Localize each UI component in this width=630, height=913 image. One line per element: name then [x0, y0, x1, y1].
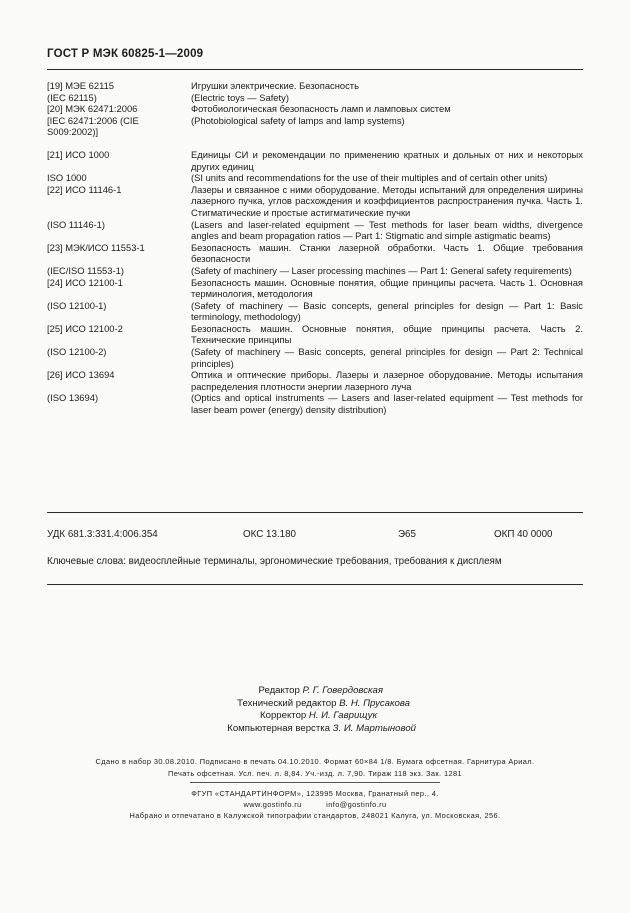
credit-proofreader [260, 710, 377, 722]
publisher-address: ФГУП «СТАНДАРТИНФОРМ», 123995 Москва, Гранатный пер., 4. [191, 789, 439, 798]
reference-code: [25] ИСО 12100-2 (ISO 12100-2) [47, 322, 123, 358]
reference-title [191, 184, 583, 242]
reference-title [191, 323, 583, 369]
reference-title [191, 149, 583, 184]
publisher-web: www.gostinfo.ru info@gostinfo.ru [243, 800, 387, 810]
reference-title-ru: Безопасность машин. Основные понятия, общие принципы расчета. Часть 1. Основная терминология, методология [191, 276, 583, 300]
oks-code: ОКС 13.180 [243, 529, 296, 540]
credit-name: В. Н. Прусакова [339, 697, 410, 709]
reference-title-ru: Игрушки электрические. Безопасность [191, 80, 359, 91]
reference-code: [26] ИСО 13694 (ISO 13694) [47, 369, 115, 404]
credit-name: Н. И. Гаврищук [308, 710, 377, 721]
reference-code: [23] МЭК/ИСО 11553-1 (IEC/ISO 11553-1) [47, 241, 145, 276]
credit-editor [258, 685, 383, 697]
reference-25 [47, 323, 587, 369]
imprint [40, 756, 590, 780]
credit-name: З. И. Мартыновой [332, 722, 416, 734]
reference-code: [24] ИСО 12100-1 (ISO 12100-1) [47, 276, 123, 311]
reference-23 [47, 242, 587, 277]
keywords-bottom-rule [47, 584, 583, 585]
okp-code: ОКП 40 0000 [494, 529, 553, 540]
credit-tech-editor [237, 698, 410, 710]
reference-title-en: (Photobiological safety of lamps and lamp systems) [191, 114, 405, 126]
reference-title-ru: Единицы СИ и рекомендации по применению кратных и дольных от них и некоторых других единиц [191, 148, 583, 172]
reference-title-en: (SI units and recommendations for the use of their multiples and of certain other units) [191, 172, 548, 184]
bibliography [47, 80, 587, 416]
reference-24 [47, 277, 587, 323]
standard-header: ГОСТ Р МЭК 60825-1—2009 [47, 48, 204, 60]
reference-code: [21] ИСО 1000 ISO 1000 [47, 148, 110, 184]
header-rule [47, 69, 583, 70]
imprint-line-2: Печать офсетная. Усл. печ. л. 8,84. Уч.-изд. л. 7,90. Тираж 118 экз. Зак. 1281 [167, 769, 462, 778]
reference-22 [47, 184, 587, 242]
reference-title-ru: Безопасность машин. Основные понятия, общие принципы расчета. Часть 2. Технические принципы [191, 322, 583, 346]
reference-title-en: (Safety of machinery — Laser processing machines — Part 1: General safety requirements) [191, 264, 572, 276]
reference-title-en: (Optics and optical instruments — Lasers and laser-related equipment — Test methods for laser beam power (energy) density distribution) [191, 392, 583, 416]
reference-20 [47, 103, 587, 138]
reference-title-ru: Оптика и оптические приборы. Лазеры и лазерное оборудование. Методы испытания распределения плотности энергии лазерного луча [191, 369, 583, 392]
reference-title [191, 277, 583, 323]
reference-19 [47, 80, 587, 103]
reference-title [191, 369, 583, 415]
keywords: Ключевые слова: видеосплейные терминалы, эргономические требования, требования к дисплеям [47, 556, 502, 567]
imprint-divider [190, 782, 440, 783]
classification-top-rule [47, 512, 583, 513]
reference-title-en: (Electric toys — Safety) [191, 91, 289, 103]
credit-role: Редактор [258, 685, 300, 696]
udk-code: УДК 681.3:331.4:006.354 [47, 529, 158, 540]
credit-name: Р. Г. Говердовская [302, 685, 383, 696]
category-code: Э65 [398, 529, 416, 540]
credit-role: Компьютерная верстка [227, 722, 330, 734]
printing-house: Набрано и отпечатано в Калужской типографии стандартов, 248021 Калуга, ул. Московская, 256. [129, 811, 501, 821]
reference-26 [47, 369, 587, 415]
reference-title-en: (Safety of machinery — Basic concepts, general principles for design — Part 2: Technical principles) [191, 346, 583, 369]
reference-title-ru: Лазеры и связанное с ними оборудование. Методы испытаний для определения ширины лазерного пучка, углов расхождения и коэффициентов распространения пучка. Часть 1. Стигматические и простые астигматические пучки [191, 183, 583, 218]
reference-title-ru: Фотобиологическая безопасность ламп и ламповых систем [191, 103, 451, 115]
reference-code: [19] МЭЕ 62115 (IEC 62115) [47, 80, 115, 103]
reference-title [191, 80, 583, 103]
reference-title-en: (Safety of machinery — Basic concepts, general principles for design — Part 1: Basic terminology, methodology) [191, 299, 583, 323]
publisher [0, 788, 630, 822]
reference-21 [47, 149, 587, 184]
reference-title [191, 103, 583, 138]
reference-title [191, 242, 583, 277]
credit-layout [227, 723, 416, 735]
reference-code: [22] ИСО 11146-1 (ISO 11146-1) [47, 183, 122, 230]
credit-role: Технический редактор [237, 697, 337, 709]
reference-title-ru: Безопасность машин. Станки лазерной обработки. Часть 1. Общие требования безопасности [191, 241, 583, 265]
reference-title-en: (Lasers and laser-related equipment — Test methods for laser beam widths, divergence angles and beam propagation ratios — Part 1: Stigmatic and simple astigmatic beams) [191, 218, 583, 242]
reference-code: [20] МЭК 62471:2006 [IEC 62471:2006 (CIE S009:2002)] [47, 103, 139, 138]
credit-role: Корректор [260, 710, 307, 721]
imprint-line-1: Сдано в набор 30.08.2010. Подписано в печать 04.10.2010. Формат 60×84 1/8. Бумага офсетная. Гарнитура Ариал. [95, 757, 535, 766]
